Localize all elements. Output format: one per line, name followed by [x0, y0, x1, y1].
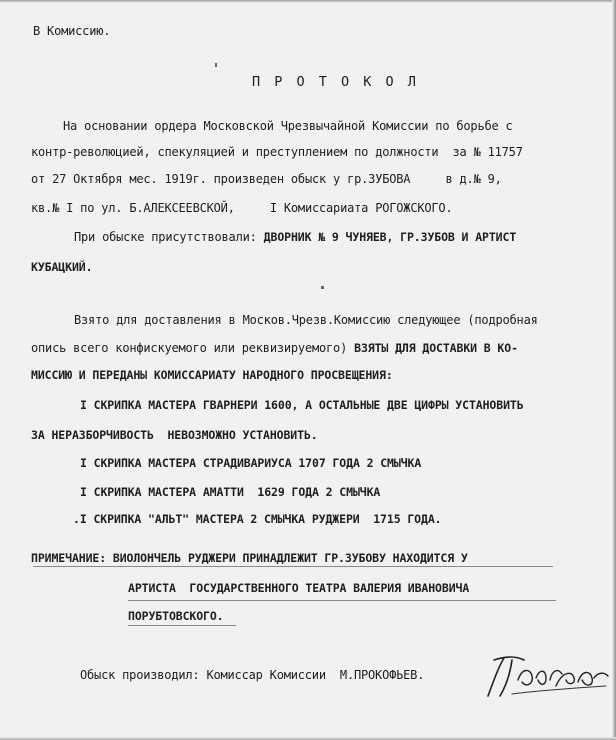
taken-line-2	[31, 340, 518, 356]
item-stradivarius: I СКРИПКА МАСТЕРА СТРАДИВАРИУСА 1707 ГОДА 2 СМЫЧКА	[80, 456, 422, 470]
commissar-name: М.ПРОКОФЬЕВ.	[339, 668, 425, 682]
presence-line-2: КУБАЦКИЙ.	[31, 260, 93, 274]
presence-names: ДВОРНИК № 9 ЧУНЯЕВ, ГР.ЗУБОВ И АРТИСТ	[263, 230, 517, 244]
ink-speck	[215, 63, 217, 67]
presence-line-1	[74, 229, 516, 245]
note-underline-2	[128, 600, 556, 601]
ink-speck	[321, 286, 324, 289]
taken-caps-part: ВЗЯТЫ ДЛЯ ДОСТАВКИ В КО-	[354, 341, 518, 355]
presence-prefix: При обыске присутствовали:	[74, 230, 264, 244]
handwritten-signature	[482, 650, 612, 700]
intro-line-4: кв.№ I по ул. Б.АЛЕКСЕЕВСКОЙ, I Комиссариата РОГОЖСКОГО.	[31, 201, 453, 215]
note-underline-1	[33, 566, 553, 567]
intro-line-2: контр-революцией, спекуляцией и преступлением по должности за № 11757	[31, 145, 523, 159]
page-top-shadow	[0, 0, 616, 3]
intro-line-1: На основании ордера Московской Чрезвычайной Комиссии по борьбе с	[63, 119, 513, 133]
intro-line-3: от 27 Октября мес. 1919г. произведен обыск у гр.ЗУБОВА в д.№ 9,	[31, 172, 502, 186]
taken-line-1: Взято для доставления в Москов.Чрезв.Комиссию следующее (подробная	[74, 313, 538, 327]
taken-prefix: опись всего конфискуемого или реквизируемого)	[31, 341, 355, 355]
footer-line	[80, 667, 424, 683]
document-title: П Р О Т О К О Л	[252, 74, 419, 90]
footer-prefix: Обыск производил: Комиссар Комиссии	[80, 668, 340, 682]
item-amati: I СКРИПКА МАСТЕРА АМАТТИ 1629 ГОДА 2 СМЫЧКА	[80, 485, 381, 499]
taken-line-3: МИССИЮ И ПЕРЕДАНЫ КОМИССАРИАТУ НАРОДНОГО ПРОСВЕЩЕНИЯ:	[31, 368, 393, 382]
addressee-line: В Комиссию.	[33, 24, 111, 38]
note-line-1: ПРИМЕЧАНИЕ: ВИОЛОНЧЕЛЬ РУДЖЕРИ ПРИНАДЛЕЖИТ ГР.ЗУБОВУ НАХОДИТСЯ У	[31, 551, 468, 565]
note-line-3: ПОРУБТОВСКОГО.	[128, 609, 224, 623]
note-line-2: АРТИСТА ГОСУДАРСТВЕННОГО ТЕАТРА ВАЛЕРИЯ ИВАНОВИЧА	[128, 581, 470, 595]
item-guarneri: I СКРИПКА МАСТЕРА ГВАРНЕРИ 1600, А ОСТАЛЬНЫЕ ДВЕ ЦИФРЫ УСТАНОВИТЬ	[80, 398, 524, 412]
item-alto-ruggeri: .I СКРИПКА "АЛЬТ" МАСТЕРА 2 СМЫЧКА РУДЖЕРИ 1715 ГОДА.	[73, 512, 442, 526]
note-underline-3	[128, 625, 236, 626]
item-guarneri-continued: ЗА НЕРАЗБОРЧИВОСТЬ НЕВОЗМОЖНО УСТАНОВИТЬ.	[31, 428, 318, 442]
page-right-shadow	[612, 0, 616, 740]
